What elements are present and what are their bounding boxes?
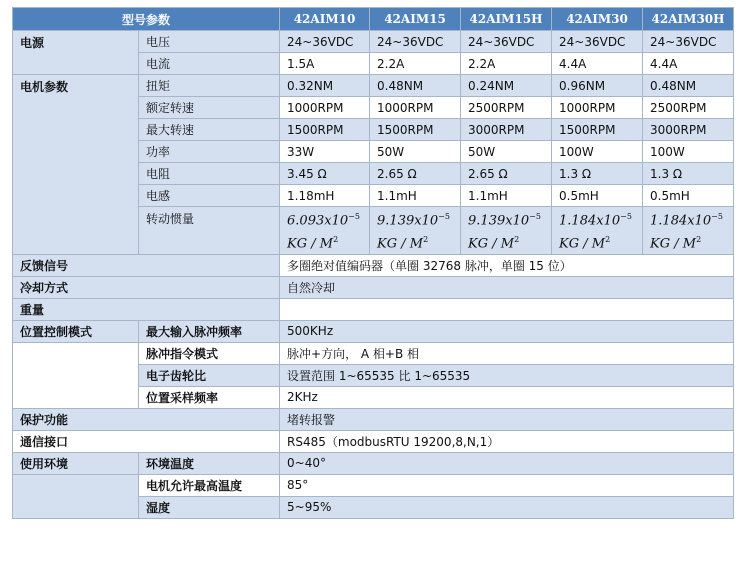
cell-value: RS485（modbusRTU 19200,8,N,1） bbox=[280, 430, 734, 452]
cell-value: 1.5A bbox=[280, 53, 370, 75]
table-row bbox=[13, 408, 734, 430]
row-label-protection: 保护功能 bbox=[13, 408, 280, 430]
category-position-blank bbox=[13, 342, 139, 408]
category-motor: 电机参数 bbox=[13, 75, 139, 255]
row-label: 功率 bbox=[139, 141, 280, 163]
cell-value: 堵转报警 bbox=[280, 408, 734, 430]
row-label: 电机允许最高温度 bbox=[139, 474, 280, 496]
cell-value: 0.24NM bbox=[461, 75, 552, 97]
row-label: 环境温度 bbox=[139, 452, 280, 474]
table-row bbox=[13, 342, 734, 364]
row-label: 最大输入脉冲频率 bbox=[139, 320, 280, 342]
row-label-feedback: 反馈信号 bbox=[13, 254, 280, 276]
cell-value: 24~36VDC bbox=[643, 31, 734, 53]
cell-value: 0~40° bbox=[280, 452, 734, 474]
category-position: 位置控制模式 bbox=[13, 320, 139, 342]
model-header: 42AIM30 bbox=[552, 8, 643, 31]
cell-value: 1000RPM bbox=[552, 97, 643, 119]
cell-value: 100W bbox=[552, 141, 643, 163]
model-header: 42AIM15H bbox=[461, 8, 552, 31]
cell-value bbox=[280, 298, 734, 320]
category-env: 使用环境 bbox=[13, 452, 139, 474]
cell-value: 0.5mH bbox=[643, 185, 734, 207]
cell-value: 50W bbox=[461, 141, 552, 163]
cell-value: 100W bbox=[643, 141, 734, 163]
cell-value: 0.96NM bbox=[552, 75, 643, 97]
row-label: 最大转速 bbox=[139, 119, 280, 141]
header-row bbox=[13, 8, 734, 31]
cell-value: 1500RPM bbox=[370, 119, 461, 141]
cell-value: 85° bbox=[280, 474, 734, 496]
table-row bbox=[13, 320, 734, 342]
row-label-comm: 通信接口 bbox=[13, 430, 280, 452]
cell-value: 4.4A bbox=[552, 53, 643, 75]
cell-value: 1000RPM bbox=[280, 97, 370, 119]
cell-value: 2500RPM bbox=[461, 97, 552, 119]
table-row bbox=[13, 31, 734, 53]
table-row bbox=[13, 298, 734, 320]
cell-value: 33W bbox=[280, 141, 370, 163]
cell-value: 脉冲+方向， A 相+B 相 bbox=[280, 342, 734, 364]
cell-value: 2.65 Ω bbox=[461, 163, 552, 185]
row-label: 脉冲指令模式 bbox=[139, 342, 280, 364]
table-row bbox=[13, 254, 734, 276]
row-label-cooling: 冷却方式 bbox=[13, 276, 280, 298]
category-env-blank bbox=[13, 474, 139, 518]
cell-value: 1000RPM bbox=[370, 97, 461, 119]
cell-value: 2KHz bbox=[280, 386, 734, 408]
cell-value: 多圈绝对值编码器（单圈 32768 脉冲，单圈 15 位） bbox=[280, 254, 734, 276]
cell-value: 1.3 Ω bbox=[643, 163, 734, 185]
cell-value: 1500RPM bbox=[280, 119, 370, 141]
cell-value: 2.65 Ω bbox=[370, 163, 461, 185]
table-row bbox=[13, 474, 734, 496]
cell-value: 3000RPM bbox=[461, 119, 552, 141]
cell-value: 1.1mH bbox=[370, 185, 461, 207]
cell-value: 2.2A bbox=[370, 53, 461, 75]
row-label: 额定转速 bbox=[139, 97, 280, 119]
row-label: 扭矩 bbox=[139, 75, 280, 97]
inertia-value: $9.139x10^{-5}$ KG / $M^2$ bbox=[370, 207, 461, 255]
cell-value: 24~36VDC bbox=[552, 31, 643, 53]
cell-value: 1.3 Ω bbox=[552, 163, 643, 185]
cell-value: 0.48NM bbox=[370, 75, 461, 97]
cell-value: 3.45 Ω bbox=[280, 163, 370, 185]
cell-value: 3000RPM bbox=[643, 119, 734, 141]
cell-value: 50W bbox=[370, 141, 461, 163]
row-label: 转动惯量 bbox=[139, 207, 280, 255]
inertia-value: $1.184x10^{-5}$ KG / $M^2$ bbox=[552, 207, 643, 255]
spec-table bbox=[12, 7, 734, 519]
cell-value: 4.4A bbox=[643, 53, 734, 75]
cell-value: 1.1mH bbox=[461, 185, 552, 207]
model-header: 42AIM10 bbox=[280, 8, 370, 31]
inertia-value: $6.093x10^{-5}$ KG / $M^2$ bbox=[280, 207, 370, 255]
cell-value: 自然冷却 bbox=[280, 276, 734, 298]
model-header: 42AIM15 bbox=[370, 8, 461, 31]
cell-value: 24~36VDC bbox=[370, 31, 461, 53]
row-label: 电子齿轮比 bbox=[139, 364, 280, 386]
row-label: 电流 bbox=[139, 53, 280, 75]
table-row bbox=[13, 75, 734, 97]
model-header: 42AIM30H bbox=[643, 8, 734, 31]
row-label: 电压 bbox=[139, 31, 280, 53]
table-row bbox=[13, 430, 734, 452]
category-power: 电源 bbox=[13, 31, 139, 75]
cell-value: 1500RPM bbox=[552, 119, 643, 141]
row-label: 湿度 bbox=[139, 496, 280, 518]
cell-value: 1.18mH bbox=[280, 185, 370, 207]
cell-value: 5~95% bbox=[280, 496, 734, 518]
cell-value: 24~36VDC bbox=[280, 31, 370, 53]
table-row bbox=[13, 276, 734, 298]
cell-value: 500KHz bbox=[280, 320, 734, 342]
row-label: 位置采样频率 bbox=[139, 386, 280, 408]
cell-value: 2.2A bbox=[461, 53, 552, 75]
row-label-weight: 重量 bbox=[13, 298, 280, 320]
row-label: 电阻 bbox=[139, 163, 280, 185]
header-title: 型号参数 bbox=[13, 8, 280, 31]
cell-value: 0.32NM bbox=[280, 75, 370, 97]
inertia-value: $1.184x10^{-5}$ KG / $M^2$ bbox=[643, 207, 734, 255]
cell-value: 24~36VDC bbox=[461, 31, 552, 53]
cell-value: 0.5mH bbox=[552, 185, 643, 207]
cell-value: 设置范围 1~65535 比 1~65535 bbox=[280, 364, 734, 386]
row-label: 电感 bbox=[139, 185, 280, 207]
inertia-value: $9.139x10^{-5}$ KG / $M^2$ bbox=[461, 207, 552, 255]
cell-value: 0.48NM bbox=[643, 75, 734, 97]
cell-value: 2500RPM bbox=[643, 97, 734, 119]
table-row bbox=[13, 452, 734, 474]
